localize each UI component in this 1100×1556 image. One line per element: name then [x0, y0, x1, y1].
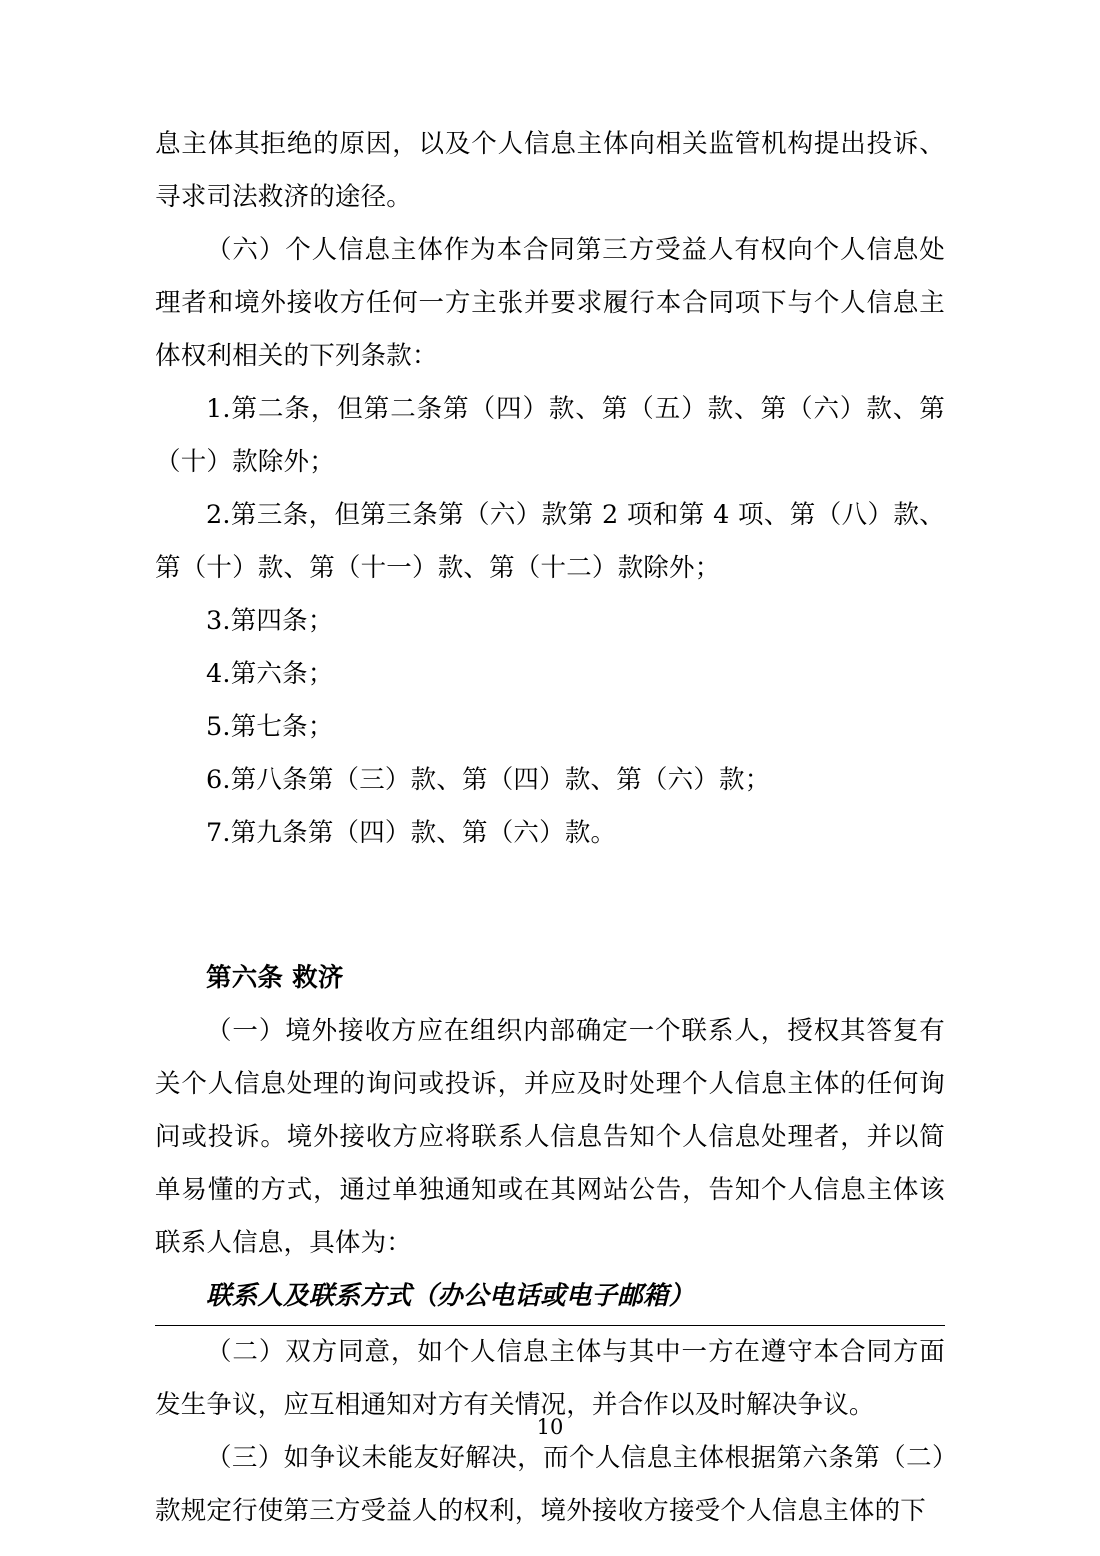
list-item-1: 1.第二条，但第二条第（四）款、第（五）款、第（六）款、第（十）款除外；	[155, 394, 945, 477]
section-heading-article-six: 第六条 救济	[206, 963, 344, 993]
contact-fill-line-label: 联系人及联系方式（办公电话或电子邮箱）	[206, 1281, 695, 1311]
section-paragraph-1: （一）境外接收方应在组织内部确定一个联系人，授权其答复有关个人信息处理的询问或投诉，并应及时处理个人信息主体的任何询问或投诉。境外接收方应将联系人信息告知个人信息处理者，并以简单易懂的方式，通过单独通知或在其网站公告，告知个人信息主体该联系人信息，具体为：	[155, 1016, 945, 1258]
section-spacer	[155, 860, 945, 906]
list-item-4: 4.第六条；	[206, 659, 334, 689]
list-item-2: 2.第三条，但第三条第（六）款第 2 项和第 4 项、第（八）款、第（十）款、第（十一）款、第（十二）款除外；	[155, 500, 945, 583]
section-paragraph-2: （二）双方同意，如个人信息主体与其中一方在遵守本合同方面发生争议，应互相通知对方有关情况，并合作以及时解决争议。	[155, 1337, 945, 1420]
list-item-3: 3.第四条；	[206, 606, 334, 636]
list-item-5: 5.第七条；	[206, 712, 334, 742]
page-number: 10	[536, 1415, 564, 1439]
list-item-7: 7.第九条第（四）款、第（六）款。	[206, 818, 617, 848]
paragraph-item-6: （六）个人信息主体作为本合同第三方受益人有权向个人信息处理者和境外接收方任何一方主张并要求履行本合同项下与个人信息主体权利相关的下列条款：	[155, 235, 945, 371]
paragraph-continuation: 息主体其拒绝的原因，以及个人信息主体向相关监管机构提出投诉、寻求司法救济的途径。	[155, 129, 945, 212]
section-paragraph-3: （三）如争议未能友好解决，而个人信息主体根据第六条第（二）款规定行使第三方受益人的权利，境外接收方接受个人信息主体的下	[155, 1443, 945, 1526]
contact-fill-line	[155, 1270, 945, 1326]
document-body	[155, 118, 945, 1538]
list-item-6: 6.第八条第（三）款、第（四）款、第（六）款；	[206, 765, 771, 795]
